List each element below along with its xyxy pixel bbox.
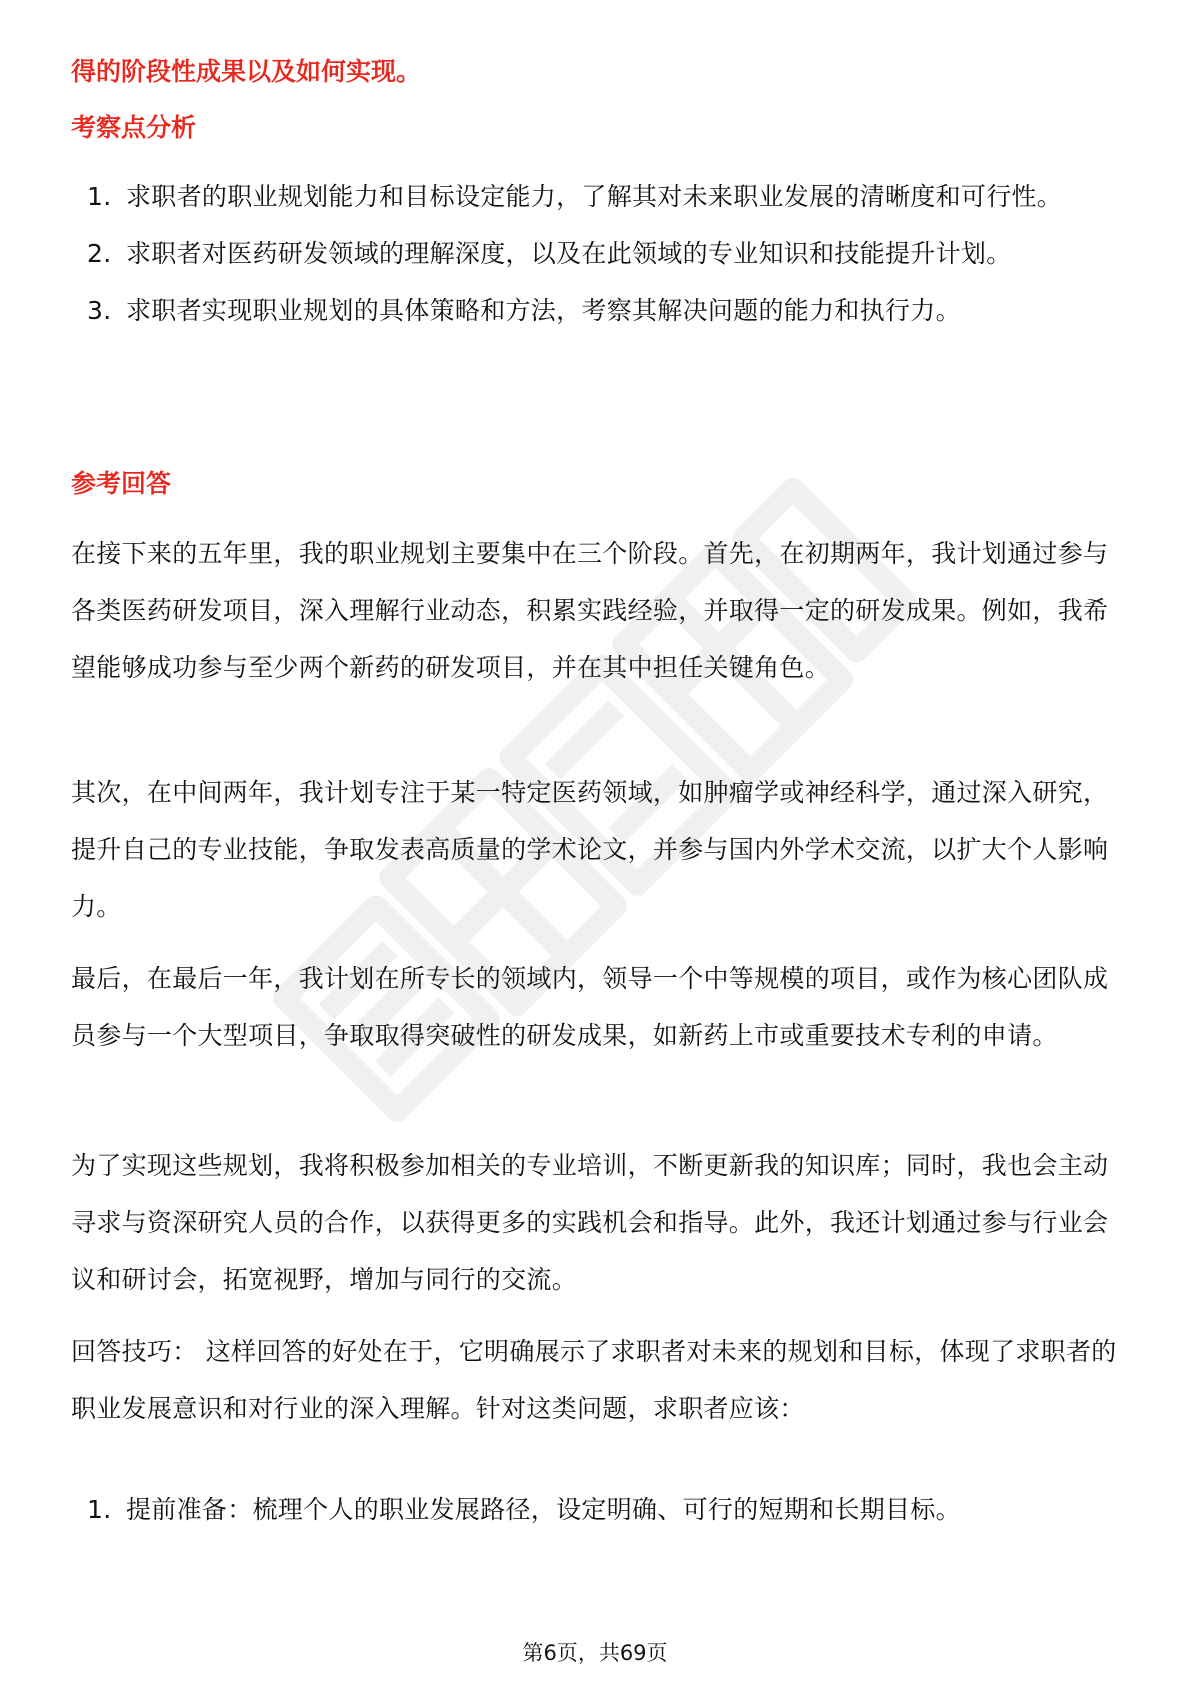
list-item-number: 3. xyxy=(87,296,112,325)
answer-paragraph: 在接下来的五年里，我的职业规划主要集中在三个阶段。首先，在初期两年，我计划通过参与各类医药研发项目，深入理解行业动态，积累实践经验，并取得一定的研发成果。例如，我希望能够成功参与至少两个新药的研发项目，并在其中担任关键角色。 xyxy=(71,539,1109,682)
answer-paragraph: 为了实现这些规划，我将积极参加相关的专业培训，不断更新我的知识库；同时，我也会主动寻求与资深研究人员的合作，以获得更多的实践机会和指导。此外，我还计划通过参与行业会议和研讨会，拓宽视野，增加与同行的交流。 xyxy=(71,1151,1109,1294)
page-footer: 第6页，共69页 xyxy=(522,1641,668,1665)
list-item-number: 1. xyxy=(87,1495,112,1524)
list-item-text: 求职者的职业规划能力和目标设定能力，了解其对未来职业发展的清晰度和可行性。 xyxy=(126,182,1063,211)
list-item-number: 2. xyxy=(87,239,112,268)
tips-list xyxy=(71,1481,1121,1538)
answer-paragraph: 其次，在中间两年，我计划专注于某一特定医药领域，如肿瘤学或神经科学，通过深入研究，提升自己的专业技能，争取发表高质量的学术论文，并参与国内外学术交流，以扩大个人影响力。 xyxy=(71,778,1109,921)
list-item xyxy=(71,1481,1121,1538)
list-item xyxy=(71,225,1121,282)
list-item-text: 求职者实现职业规划的具体策略和方法，考察其解决问题的能力和执行力。 xyxy=(126,296,961,325)
section-heading-analysis: 考察点分析 xyxy=(71,113,197,142)
list-item xyxy=(71,168,1121,225)
list-item-text: 求职者对医药研发领域的理解深度，以及在此领域的专业知识和技能提升计划。 xyxy=(126,239,1012,268)
section-heading-answer: 参考回答 xyxy=(71,469,172,498)
answer-paragraph: 最后，在最后一年，我计划在所专长的领域内，领导一个中等规模的项目，或作为核心团队成员参与一个大型项目，争取取得突破性的研发成果，如新药上市或重要技术专利的申请。 xyxy=(71,964,1109,1050)
list-item-text: 提前准备：梳理个人的职业发展路径，设定明确、可行的短期和长期目标。 xyxy=(126,1495,961,1524)
answer-tips-paragraph: 回答技巧： 这样回答的好处在于，它明确展示了求职者对未来的规划和目标，体现了求职者的职业发展意识和对行业的深入理解。针对这类问题，求职者应该： xyxy=(71,1337,1117,1423)
list-item xyxy=(71,282,1121,339)
list-item-number: 1. xyxy=(87,182,112,211)
analysis-list xyxy=(71,168,1121,339)
intro-tail-text: 得的阶段性成果以及如何实现。 xyxy=(71,57,422,86)
